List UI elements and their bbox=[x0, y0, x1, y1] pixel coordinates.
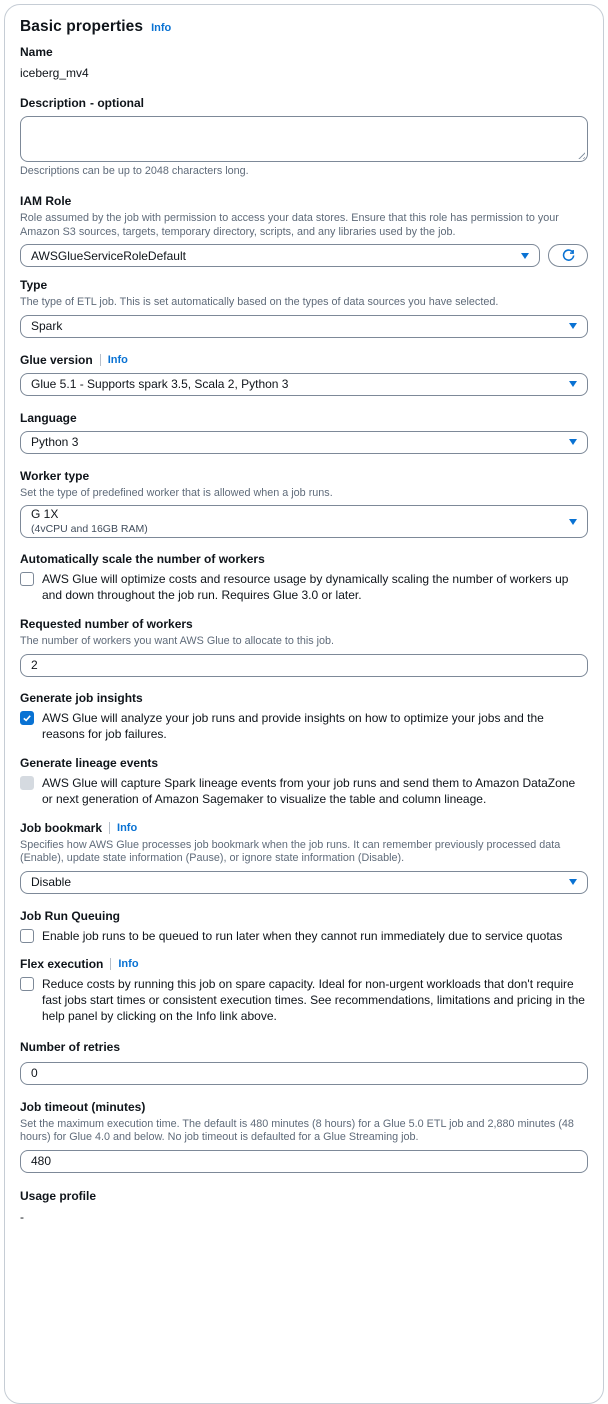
job-bookmark-selected-value: Disable bbox=[31, 875, 72, 889]
glue-version-info-link[interactable]: Info bbox=[107, 354, 128, 366]
name-value: iceberg_mv4 bbox=[20, 66, 89, 80]
resize-grabber-icon[interactable] bbox=[576, 150, 585, 159]
worker-type-label: Worker type bbox=[20, 468, 90, 483]
field-requested-workers bbox=[20, 617, 588, 677]
field-retries bbox=[20, 1040, 588, 1085]
page-title: Basic properties bbox=[20, 18, 144, 35]
job-timeout-description: Set the maximum execution time. The default is 480 minutes (8 hours) for a Glue 5.0 ETL job and 2,880 minutes (48 hours) for Glue 4.0 and below. No job timeout is defaulted for a Glue Streaming job. bbox=[20, 1117, 574, 1143]
job-timeout-label: Job timeout (minutes) bbox=[20, 1099, 146, 1114]
type-label: Type bbox=[20, 278, 48, 292]
worker-type-select[interactable] bbox=[20, 505, 588, 538]
usage-profile-value: - bbox=[20, 1209, 24, 1224]
field-job-run-queuing bbox=[20, 909, 588, 944]
field-flex-execution bbox=[20, 957, 588, 1024]
job-bookmark-select[interactable] bbox=[20, 871, 588, 894]
type-description: The type of ETL job. This is set automatically based on the types of data sources you have selected. bbox=[20, 296, 499, 308]
panel-header bbox=[20, 18, 588, 36]
requested-workers-label: Requested number of workers bbox=[20, 617, 193, 631]
chevron-down-icon bbox=[569, 439, 577, 445]
usage-profile-label: Usage profile bbox=[20, 1188, 97, 1203]
description-constraint: Descriptions can be up to 2048 characters long. bbox=[20, 165, 249, 177]
type-select[interactable] bbox=[20, 315, 588, 338]
job-bookmark-info-link[interactable]: Info bbox=[117, 822, 138, 834]
refresh-roles-button[interactable] bbox=[548, 244, 588, 267]
field-name bbox=[20, 45, 588, 81]
label-divider bbox=[110, 958, 111, 970]
auto-scale-checkbox[interactable] bbox=[20, 572, 34, 586]
job-run-queuing-checkbox-text: Enable job runs to be queued to run later when they cannot run immediately due to service quotas bbox=[42, 928, 563, 943]
auto-scale-label: Automatically scale the number of workers bbox=[20, 552, 265, 566]
field-description bbox=[20, 96, 588, 178]
worker-type-description: Set the type of predefined worker that is allowed when a job runs. bbox=[20, 486, 333, 499]
language-selected-value: Python 3 bbox=[31, 435, 79, 449]
field-lineage-events bbox=[20, 756, 588, 807]
job-timeout-input[interactable] bbox=[20, 1150, 588, 1173]
language-label: Language bbox=[20, 410, 77, 425]
chevron-down-icon bbox=[569, 381, 577, 387]
job-bookmark-description: Specifies how AWS Glue processes job bookmark when the job runs. It can remember previously processed data (Enable), update state information (Pause), or ignore state information (Disable). bbox=[20, 838, 561, 864]
field-job-timeout bbox=[20, 1100, 588, 1173]
refresh-icon bbox=[562, 249, 575, 262]
job-insights-checkbox[interactable] bbox=[20, 711, 34, 725]
field-worker-type bbox=[20, 469, 588, 539]
flex-execution-info-link[interactable]: Info bbox=[118, 958, 139, 970]
field-type bbox=[20, 278, 588, 338]
chevron-down-icon bbox=[569, 519, 577, 525]
glue-version-select[interactable] bbox=[20, 373, 588, 396]
iam-role-selected-value: AWSGlueServiceRoleDefault bbox=[31, 248, 186, 263]
field-job-bookmark bbox=[20, 821, 588, 894]
flex-execution-checkbox-text: Reduce costs by running this job on spare capacity. Ideal for non-urgent workloads that don't require fast jobs start times or consistent execution times. See recommendations, limitations and pricing in the help panel by clicking on the Info link above. bbox=[42, 976, 585, 1023]
job-insights-checkbox-text: AWS Glue will analyze your job runs and provide insights on how to optimize your jobs and the reasons for job failures. bbox=[42, 710, 544, 741]
flex-execution-label: Flex execution bbox=[20, 956, 104, 971]
type-selected-value: Spark bbox=[31, 319, 63, 333]
language-select[interactable] bbox=[20, 431, 588, 454]
lineage-events-label: Generate lineage events bbox=[20, 755, 159, 770]
iam-role-description: Role assumed by the job with permission to access your data stores. Ensure that this role has permission to your Amazon S3 sources, targets, temporary directory, scripts, and any libraries used by the job. bbox=[20, 212, 559, 238]
lineage-events-checkbox-text: AWS Glue will capture Spark lineage events from your job runs and send them to Amazon DataZone or next generation of Amazon Sagemaker to visualize the table and column lineage. bbox=[42, 775, 576, 806]
job-bookmark-label: Job bookmark bbox=[20, 820, 103, 835]
description-optional-suffix: - optional bbox=[90, 96, 145, 110]
job-insights-label: Generate job insights bbox=[20, 690, 143, 705]
label-divider bbox=[109, 822, 110, 834]
chevron-down-icon bbox=[569, 879, 577, 885]
name-label: Name bbox=[20, 45, 53, 59]
glue-version-label: Glue version bbox=[20, 352, 93, 367]
field-auto-scale bbox=[20, 552, 588, 603]
header-info-link[interactable]: Info bbox=[151, 22, 172, 34]
worker-type-detail: (4vCPU and 16GB RAM) bbox=[31, 523, 148, 535]
chevron-down-icon bbox=[569, 323, 577, 329]
requested-workers-description: The number of workers you want AWS Glue to allocate to this job. bbox=[20, 635, 335, 647]
flex-execution-checkbox[interactable] bbox=[20, 977, 34, 991]
retries-label: Number of retries bbox=[20, 1039, 121, 1054]
basic-properties-panel bbox=[4, 4, 604, 1404]
iam-role-select[interactable] bbox=[20, 244, 540, 267]
job-run-queuing-label: Job Run Queuing bbox=[20, 908, 120, 923]
job-run-queuing-checkbox[interactable] bbox=[20, 929, 34, 943]
field-job-insights bbox=[20, 691, 588, 742]
field-language bbox=[20, 411, 588, 454]
requested-workers-input[interactable] bbox=[20, 654, 588, 677]
field-glue-version bbox=[20, 353, 588, 396]
description-textarea[interactable] bbox=[20, 116, 588, 162]
glue-version-selected-value: Glue 5.1 - Supports spark 3.5, Scala 2, Python 3 bbox=[31, 377, 289, 391]
iam-role-label: IAM Role bbox=[20, 194, 72, 208]
retries-input[interactable] bbox=[20, 1062, 588, 1085]
label-divider bbox=[100, 354, 101, 366]
field-iam-role bbox=[20, 194, 588, 267]
auto-scale-checkbox-text: AWS Glue will optimize costs and resource usage by dynamically scaling the number of workers up and down throughout the job run. Requires Glue 3.0 or later. bbox=[42, 572, 569, 602]
field-usage-profile bbox=[20, 1189, 588, 1225]
lineage-events-checkbox bbox=[20, 776, 34, 790]
checkmark-icon bbox=[22, 713, 32, 723]
description-label: Description bbox=[20, 96, 87, 110]
chevron-down-icon bbox=[521, 253, 529, 259]
worker-type-selected-value: G 1X (4vCPU and 16GB RAM) bbox=[31, 507, 148, 535]
